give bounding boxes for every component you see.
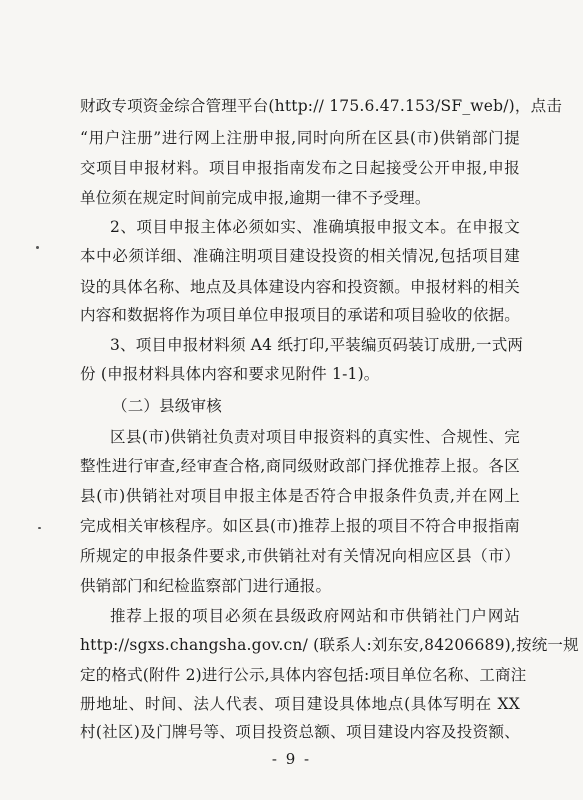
body-line: 内容和数据将作为项目单位申报项目的承诺和项目验收的依据。 bbox=[80, 306, 520, 324]
body-line: 册地址、时间、法人代表、项目建设具体地点(具体写明在 XX bbox=[80, 695, 520, 713]
body-line: 设的具体名称、地点及具体建设内容和投资额。申报材料的相关 bbox=[80, 278, 520, 296]
body-line: 2、项目申报主体必须如实、准确填报申报文本。在申报文 bbox=[110, 218, 520, 236]
body-line: 村(社区)及门牌号等、项目投资总额、项目建设内容及投资额、 bbox=[80, 723, 520, 741]
body-line: 本中必须详细、准确注明项目建设投资的相关情况,包括项目建 bbox=[80, 247, 520, 265]
body-line: 定的格式(附件 2)进行公示,具体内容包括:项目单位名称、工商注 bbox=[80, 666, 527, 684]
body-line: 财政专项资金综合管理平台(http:// 175.6.47.153/SF_web/)，点击 bbox=[80, 97, 563, 115]
scan-speck bbox=[36, 246, 39, 249]
body-line: 3、项目申报材料须 A4 纸打印,平装编页码装订成册,一式两 bbox=[110, 336, 524, 354]
body-line: http://sgxs.changsha.gov.cn/ (联系人:刘东安,84206689),按统一规 bbox=[80, 636, 579, 654]
body-line: 所规定的申报条件要求,市供销社对有关情况向相应区县（市） bbox=[80, 547, 520, 565]
body-line: 单位须在规定时间前完成申报,逾期一律不予受理。 bbox=[80, 189, 431, 207]
page-number: - 9 - bbox=[271, 750, 312, 768]
body-line: 完成相关审核程序。如区县(市)推荐上报的项目不符合申报指南 bbox=[80, 517, 520, 535]
section-heading: （二）县级审核 bbox=[112, 397, 222, 415]
body-line: 交项目申报材料。项目申报指南发布之日起接受公开申报,申报 bbox=[80, 159, 520, 177]
body-line: 县(市)供销社对项目申报主体是否符合申报条件负责,并在网上 bbox=[80, 487, 520, 505]
body-line: 区县(市)供销社负责对项目申报资料的真实性、合规性、完 bbox=[110, 428, 520, 446]
scan-speck bbox=[38, 527, 41, 529]
body-line: 供销部门和纪检监察部门进行通报。 bbox=[80, 577, 332, 595]
body-line: 份 (申报材料具体内容和要求见附件 1-1)。 bbox=[80, 365, 380, 383]
body-line: 整性进行审查,经审查合格,商同级财政部门择优推荐上报。各区 bbox=[80, 457, 520, 475]
body-line: “用户注册”进行网上注册申报,同时向所在区县(市)供销部门提 bbox=[80, 129, 520, 147]
body-line: 推荐上报的项目必须在县级政府网站和市供销社门户网站 bbox=[110, 607, 520, 625]
